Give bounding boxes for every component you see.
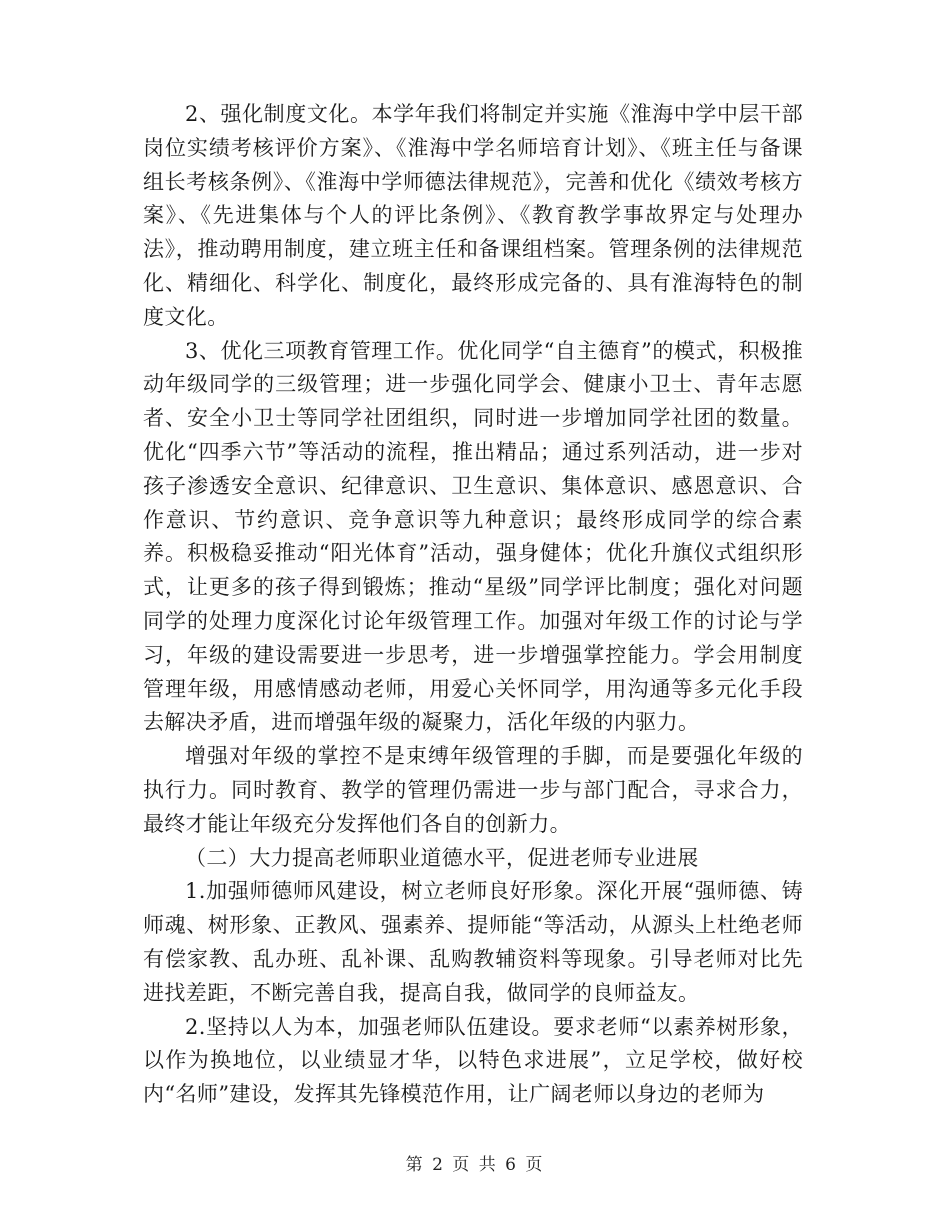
paragraph-grade-control: 增强对年级的掌控不是束缚年级管理的手脚，而是要强化年级的执行力。同时教育、教学的管理仍需进一步与部门配合，寻求合力，最终才能让年级充分发挥他们各自的创新力。 <box>143 744 803 836</box>
paragraph-institution-culture: 2、强化制度文化。本学年我们将制定并实施《淮海中学中层干部岗位实绩考核评价方案》、《淮海中学名师培育计划》、《班主任与备课组长考核条例》、《淮海中学师德法律规范》，完善和优化《绩效考核方案》、《先进集体与个人的评比条例》、《教育教学事故界定与处理办法》，推动聘用制度，建立班主任和备课组档案。管理条例的法律规范化、精细化、科学化、制度化，最终形成完备的、具有淮海特色的制度文化。 <box>143 102 803 329</box>
paragraph-teacher-team: 2.坚持以人为本，加强老师队伍建设。要求老师“以素养树形象，以作为换地位，以业绩显才华，以特色求进展”，立足学校，做好校内“名师”建设，发挥其先锋模范作用，让广阔老师以身边的老师为 <box>143 1014 803 1107</box>
paragraph-teacher-ethics: 1.加强师德师风建设，树立老师良好形象。深化开展“强师德、铸师魂、树形象、正教风、强素养、提师能“等活动，从源头上杜绝老师有偿家教、乱办班、乱补课、乱购教辅资料等现象。引导老师对比先进找差距，不断完善自我，提高自我，做同学的良师益友。 <box>143 879 803 1005</box>
paragraph-education-management: 3、优化三项教育管理工作。优化同学“自主德育”的模式，积极推动年级同学的三级管理；进一步强化同学会、健康小卫士、青年志愿者、安全小卫士等同学社团组织，同时进一步增加同学社团的数量。优化“四季六节”等活动的流程，推出精品；通过系列活动，进一步对孩子渗透安全意识、纪律意识、卫生意识、集体意识、感恩意识、合作意识、节约意识、竞争意识等九种意识；最终形成同学的综合素养。积极稳妥推动“阳光体育”活动，强身健体；优化升旗仪式组织形式，让更多的孩子得到锻炼；推动“星级”同学评比制度；强化对问题同学的处理力度深化讨论年级管理工作。加强对年级工作的讨论与学习，年级的建设需要进一步思考，进一步增强掌控能力。学会用制度管理年级，用感情感动老师，用爱心关怀同学，用沟通等多元化手段去解决矛盾，进而增强年级的凝聚力，活化年级的内驱力。 <box>143 338 803 735</box>
page-number-footer: 第 2 页 共 6 页 <box>405 1155 545 1175</box>
section-heading-teacher-ethics: （二）大力提高老师职业道德水平，促进老师专业进展 <box>185 845 699 870</box>
document-body <box>143 98 803 1112</box>
